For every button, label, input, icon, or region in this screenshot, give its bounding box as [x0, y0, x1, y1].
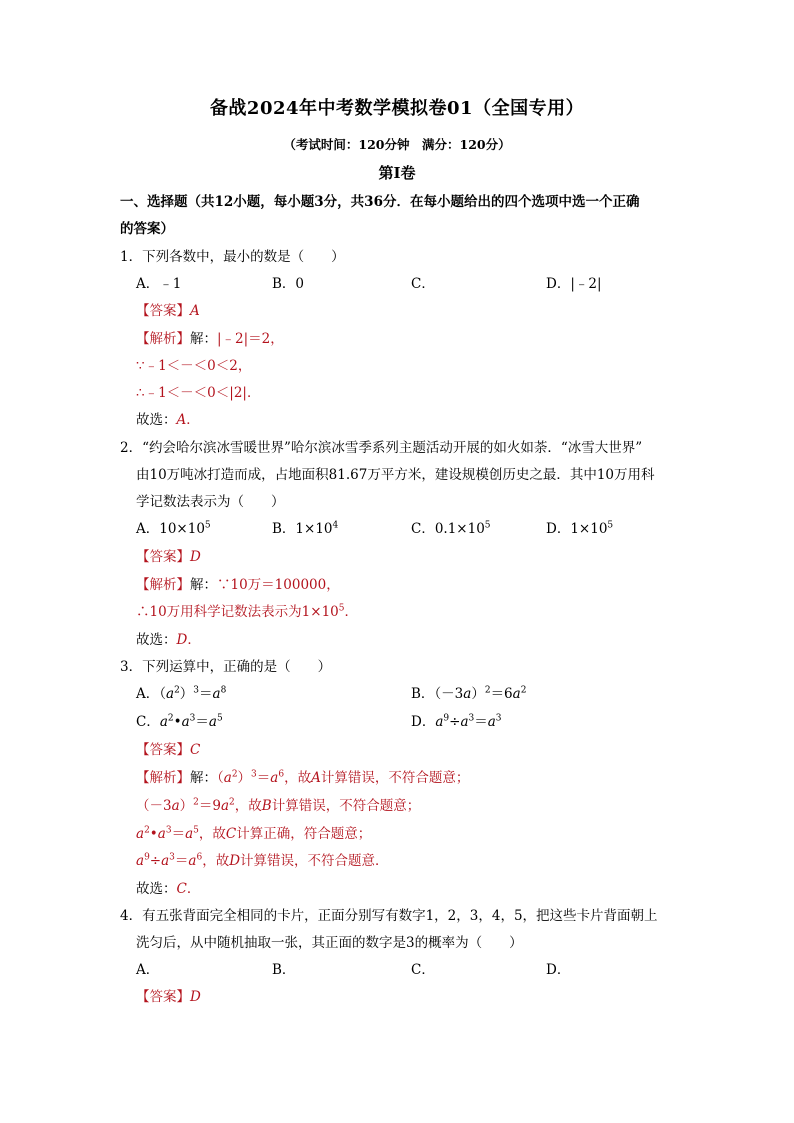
q4-option-a: A． — [136, 962, 160, 978]
q2-stem-line1: 2．“约会哈尔滨冰雪暖世界”哈尔滨冰雪季系列主题活动开展的如火如荼．“冰雪大世界” — [120, 440, 643, 456]
q3-option-a: A．$(a^2)^3=a^8$ — [136, 685, 227, 702]
section-heading-line1: 一、选择题（共12小题，每小题3分，共36分．在每小题给出的四个选项中选一个正确 — [120, 194, 640, 210]
q1-analysis-line2: ∵﹣1＜－＜0＜2， — [136, 358, 252, 374]
q1-analysis-text1: |﹣2|＝2， — [217, 331, 284, 347]
q1-choose-label: 故选： — [136, 412, 177, 428]
q2-stem-line2: 由10万吨冰打造而成，占地面积81.67万平方米，建设规模创历史之最．其中10万用科 — [136, 467, 655, 483]
q2-choose: 故选：D． — [136, 632, 201, 648]
q3-analysis-line4: $a^9\div a^3=a^6$，故D计算错误，不符合题意． — [136, 852, 389, 869]
q3-answer-value: C — [190, 742, 201, 758]
q1-choose-value: A — [176, 412, 187, 428]
q4-answer-value: D — [190, 989, 201, 1005]
volume-heading: 第Ⅰ卷 — [378, 164, 416, 182]
q2-option-a: A．$10\times 10^5$ — [136, 520, 211, 537]
q1-analysis-prefix: 解： — [190, 331, 217, 347]
q2-analysis-line1: 【解析】解：∵10万＝100000， — [136, 577, 340, 593]
q1-option-c: C． — [411, 276, 435, 292]
q3-analysis-line1: 【解析】解：$(a^2)^3=a^6$，故A计算错误，不符合题意； — [136, 769, 470, 786]
q1-analysis-line3: ∴﹣1＜－＜0＜|2|． — [136, 385, 261, 401]
q3-analysis-line2: $(-3a)^2=9a^2$，故B计算错误，不符合题意； — [136, 797, 421, 814]
q1-stem: 1．下列各数中，最小的数是（ ） — [120, 249, 345, 265]
q3-stem: 3．下列运算中，正确的是（ ） — [120, 659, 332, 675]
q1-answer-value: A — [190, 303, 200, 319]
analysis-label: 【解析】 — [136, 331, 190, 347]
exam-subtitle: （考试时间：120分钟 满分：120分） — [283, 137, 511, 152]
q3-analysis-line3: $a^2•a^3=a^5$，故C计算正确，符合题意； — [136, 825, 372, 842]
q3-option-c: C．$a^2•a^3=a^5$ — [136, 713, 223, 730]
section-heading-line2: 的答案） — [120, 221, 174, 237]
q4-option-c: C． — [411, 962, 435, 978]
q1-analysis-line1 — [136, 329, 706, 349]
q3-option-d: D．$a^9\div a^3=a^3$ — [411, 713, 502, 730]
q2-answer-value: D — [190, 549, 201, 565]
q1-choose — [136, 410, 706, 430]
page-title: 备战2024年中考数学模拟卷01（全国专用） — [209, 98, 585, 119]
q2-option-b: B．$1\times 10^4$ — [272, 520, 339, 537]
q3-choose: 故选：C． — [136, 881, 201, 897]
q4-stem-line2: 洗匀后，从中随机抽取一张，其正面的数字是3的概率为（ ） — [136, 935, 523, 951]
q2-stem-line3: 学记数法表示为（ ） — [136, 494, 285, 510]
q4-option-d: D． — [546, 962, 571, 978]
q1-option-b: B．0 — [272, 276, 305, 292]
q1-answer — [136, 301, 706, 321]
q2-option-d: D．$1\times 10^5$ — [546, 520, 614, 537]
q1-option-d: D．|﹣2| — [546, 276, 602, 292]
q1-choose-end: ． — [186, 412, 200, 428]
q4-answer: 【答案】D — [136, 989, 201, 1005]
q3-answer: 【答案】C — [136, 742, 201, 758]
q2-answer: 【答案】D — [136, 549, 201, 565]
q2-analysis-line2: ∴10万用科学记数法表示为$1\times 10^5$． — [136, 603, 358, 620]
answer-label: 【答案】 — [136, 303, 190, 319]
q4-stem-line1: 4．有五张背面完全相同的卡片，正面分别写有数字1，2，3，4，5，把这些卡片背面朝上 — [120, 908, 658, 924]
q3-option-b: B．$(-3a)^2=6a^2$ — [411, 685, 527, 702]
q1-option-a: A．﹣1 — [136, 276, 182, 292]
q4-option-b: B． — [272, 962, 296, 978]
q2-option-c: C．$0.1\times 10^5$ — [411, 520, 491, 537]
